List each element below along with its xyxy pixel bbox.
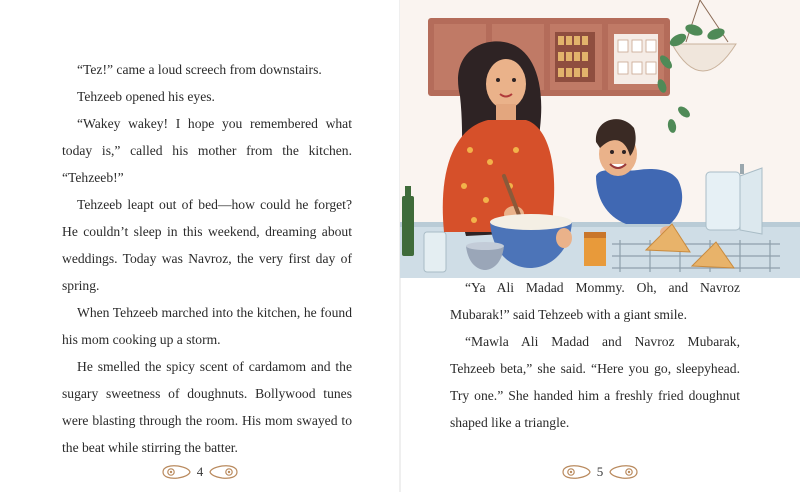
right-page: [400, 0, 800, 492]
paisley-left-icon: [561, 464, 591, 480]
page-number: 4: [196, 464, 204, 479]
paragraph: When Tehzeeb marched into the kitchen, he found his mom cooking up a storm.: [62, 305, 352, 347]
paragraph: He smelled the spicy scent of cardamom and the sugary sweetness of doughnuts. Bollywood tunes were blasting through the room. His mom swayed to the beat while stirring the batter.: [62, 359, 352, 455]
paisley-right-icon: [609, 464, 639, 480]
left-page-text: [62, 56, 352, 461]
paragraph: “Mawla Ali Madad and Navroz Mubarak, Tehzeeb beta,” she said. “Here you go, sleepyhead. Try one.” She handed him a freshly fried doughnut shaped like a triangle.: [450, 334, 740, 430]
kitchen-illustration: [400, 0, 800, 278]
paragraph: “Ya Ali Madad Mommy. Oh, and Navroz Mubarak!” said Tehzeeb with a giant smile.: [450, 280, 740, 322]
page-number-ornament: [400, 464, 800, 480]
paragraph: “Tez!” came a loud screech from downstairs.: [77, 62, 322, 77]
paragraph: Tehzeeb opened his eyes.: [77, 89, 215, 104]
paisley-right-icon: [209, 464, 239, 480]
paragraph: “Wakey wakey! I hope you remembered what today is,” called his mother from the kitchen. “Tehzeeb!”: [62, 116, 352, 185]
right-page-text: [450, 274, 740, 436]
page-number: 5: [596, 464, 604, 479]
page-number-ornament: [0, 464, 400, 480]
paragraph: Tehzeeb leapt out of bed—how could he forget? He couldn’t sleep in this weekend, dreaming about weddings. Today was Navroz, the very first day of spring.: [62, 197, 352, 293]
paisley-left-icon: [161, 464, 191, 480]
